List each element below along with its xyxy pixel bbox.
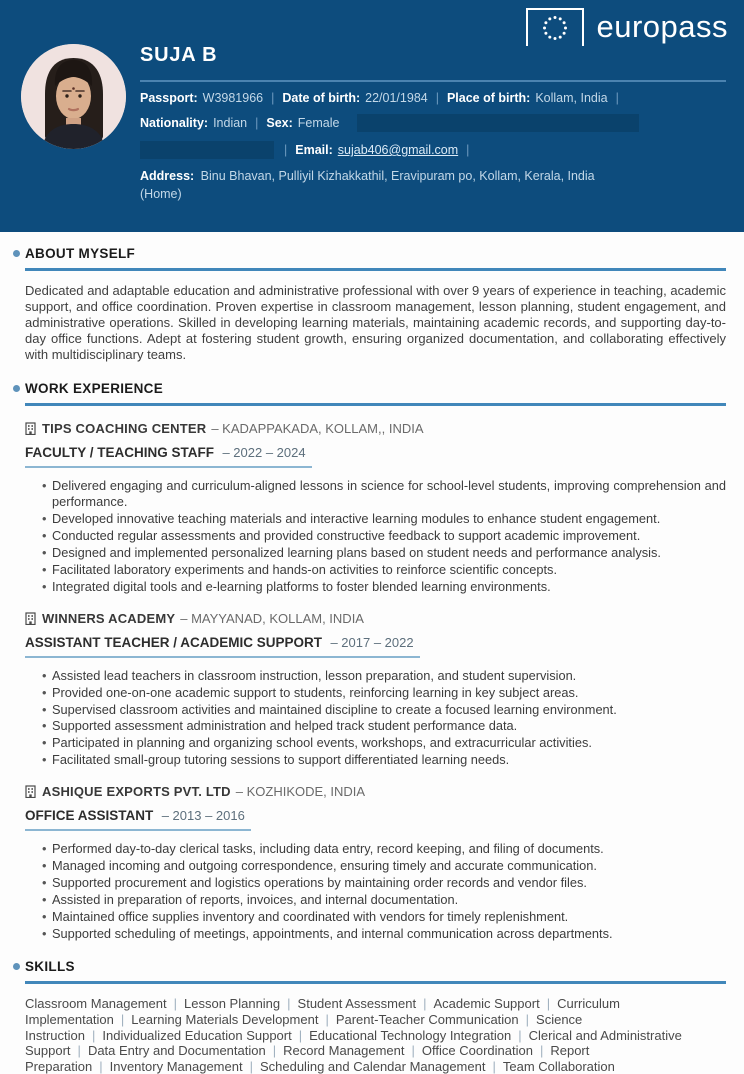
europass-logo bbox=[526, 6, 728, 48]
header-banner bbox=[0, 0, 744, 232]
job-bullet-list bbox=[25, 668, 726, 769]
skill-separator: | bbox=[298, 1027, 303, 1043]
skill-item: Record Management bbox=[283, 1043, 405, 1059]
skill-separator: | bbox=[539, 1043, 544, 1059]
skill-item: Learning Materials Development bbox=[131, 1012, 319, 1028]
skill-item: Team Collaboration bbox=[502, 1058, 615, 1074]
eu-flag-icon bbox=[526, 8, 584, 46]
skill-item: Scheduling and Calendar Management bbox=[259, 1058, 486, 1074]
portrait-image bbox=[21, 44, 126, 149]
section-title-about: ABOUT MYSELF bbox=[25, 246, 136, 261]
job-dates: – 2013 – 2016 bbox=[161, 808, 245, 824]
job-dates: – 2022 – 2024 bbox=[222, 444, 306, 460]
skill-separator: | bbox=[173, 996, 178, 1012]
redacted-contact-bar bbox=[140, 141, 274, 159]
profile-photo bbox=[21, 44, 126, 149]
job-title: FACULTY / TEACHING STAFF bbox=[25, 444, 214, 460]
job-title: OFFICE ASSISTANT bbox=[25, 808, 154, 824]
person-name: SUJA B bbox=[140, 44, 726, 82]
section-bullet-icon bbox=[13, 963, 20, 970]
skill-item: Report Preparation bbox=[25, 1043, 590, 1074]
eu-stars-icon bbox=[532, 12, 578, 44]
job-bullet-list bbox=[25, 478, 726, 596]
skill-item: Clerical and Administrative Support bbox=[25, 1027, 682, 1059]
address-label: Address: bbox=[140, 169, 195, 183]
pob-value: Kollam, India bbox=[535, 91, 608, 105]
cv-body bbox=[0, 232, 744, 1074]
company-location: – MAYYANAD, KOLLAM, INDIA bbox=[180, 610, 364, 626]
job-bullet: • Managed incoming and outgoing correspondence, ensuring timely and accurate communication. bbox=[52, 858, 726, 875]
company-row bbox=[25, 421, 726, 436]
pob-label: Place of birth: bbox=[446, 91, 531, 105]
separator: | bbox=[615, 91, 619, 105]
skill-item: Individualized Education Support bbox=[102, 1027, 292, 1043]
skill-item: Parent-Teacher Communication bbox=[335, 1012, 519, 1028]
about-text: Dedicated and adaptable education and administrative professional with over 9 years of experience in teaching, academic support, and office coordination. Proven expertise in classroom management, lesson planning, student engagement, and administrative operations. Skilled in developing learning materials, maintaining academic records, and supporting day-to-day office functions. Adept at fostering student growth, ensuring organized documentation, and collaborating effectively with multidisciplinary teams. bbox=[25, 283, 726, 363]
job-entry bbox=[25, 611, 726, 769]
section-work-header bbox=[25, 380, 726, 406]
company-name: TIPS COACHING CENTER bbox=[42, 420, 207, 436]
job-title: ASSISTANT TEACHER / ACADEMIC SUPPORT bbox=[25, 634, 323, 650]
job-bullet: • Supported scheduling of meetings, appointments, and internal communication across departments. bbox=[52, 926, 726, 943]
job-bullet: • Developed innovative teaching materials and interactive learning modules to enhance student engagement. bbox=[52, 511, 726, 528]
company-location: – KOZHIKODE, INDIA bbox=[235, 784, 366, 800]
skill-separator: | bbox=[525, 1012, 530, 1028]
address-value: Binu Bhavan, Pulliyil Kizhakkathil, Eravipuram po, Kollam, Kerala, India (Home) bbox=[140, 169, 595, 201]
section-title-work: WORK EXPERIENCE bbox=[25, 380, 164, 396]
skill-separator: | bbox=[411, 1043, 415, 1059]
redacted-phone-bar bbox=[357, 114, 639, 132]
skill-item: Educational Technology Integration bbox=[309, 1027, 512, 1043]
job-bullet: • Maintained office supplies inventory and coordinated with vendors for timely replenishment. bbox=[52, 909, 726, 926]
email-label: Email: bbox=[295, 143, 333, 157]
skill-separator: | bbox=[518, 1027, 522, 1043]
passport-value: W3981966 bbox=[202, 91, 264, 105]
separator: | bbox=[284, 143, 288, 157]
nationality-value: Indian bbox=[213, 116, 248, 130]
job-bullet: • Facilitated small-group tutoring sessions to support differentiated learning needs. bbox=[52, 752, 726, 769]
brand-wordmark: europass bbox=[596, 9, 728, 44]
job-bullet: • Provided one-on-one academic support to students, reinforcing learning in key subject areas. bbox=[52, 685, 726, 702]
title-row bbox=[25, 444, 726, 468]
company-row bbox=[25, 784, 726, 799]
passport-label: Passport: bbox=[140, 91, 198, 105]
job-entry bbox=[25, 421, 726, 596]
skill-item: Lesson Planning bbox=[184, 996, 281, 1012]
info-row-email bbox=[140, 141, 726, 159]
skill-item: Academic Support bbox=[433, 996, 540, 1012]
section-title-skills: SKILLS bbox=[25, 959, 75, 975]
section-about-header bbox=[25, 245, 726, 271]
company-location: – KADAPPAKADA, KOLLAM,, INDIA bbox=[211, 420, 424, 436]
separator: | bbox=[435, 91, 439, 105]
job-bullet-list bbox=[25, 841, 726, 942]
section-skills-header bbox=[25, 958, 726, 984]
job-bullet: • Participated in planning and organizing school events, workshops, and extracurricular activities. bbox=[52, 735, 726, 752]
title-row bbox=[25, 634, 726, 658]
job-bullet: • Integrated digital tools and e-learning platforms to foster blended learning environments. bbox=[52, 579, 726, 596]
job-bullet: • Conducted regular assessments and provided constructive feedback to support academic improvement. bbox=[52, 528, 726, 545]
building-icon bbox=[25, 785, 36, 798]
company-name: ASHIQUE EXPORTS PVT. LTD bbox=[42, 784, 231, 800]
skills-list bbox=[25, 996, 726, 1074]
email-link[interactable]: sujab406@gmail.com bbox=[337, 143, 459, 157]
job-bullet: • Assisted lead teachers in classroom instruction, lesson preparation, and student supervision. bbox=[52, 668, 726, 685]
dob-value: 22/01/1984 bbox=[365, 91, 428, 105]
job-dates: – 2017 – 2022 bbox=[330, 634, 414, 650]
job-bullet: • Facilitated laboratory experiments and hands-on activities to reinforce scientific concepts. bbox=[52, 562, 726, 579]
info-row-nationality bbox=[140, 114, 726, 132]
skill-separator: | bbox=[77, 1043, 81, 1059]
company-name: WINNERS ACADEMY bbox=[42, 610, 176, 626]
company-row bbox=[25, 611, 726, 626]
skill-item: Inventory Management bbox=[109, 1058, 243, 1074]
dob-label: Date of birth: bbox=[282, 91, 361, 105]
skill-separator: | bbox=[249, 1058, 253, 1074]
skill-item: Data Entry and Documentation bbox=[87, 1043, 266, 1059]
sex-label: Sex: bbox=[266, 116, 293, 130]
skill-separator: | bbox=[546, 996, 551, 1012]
building-icon bbox=[25, 612, 36, 625]
header-info bbox=[140, 44, 726, 203]
building-icon bbox=[25, 422, 36, 435]
skill-separator: | bbox=[272, 1043, 277, 1059]
title-row bbox=[25, 807, 726, 831]
info-row-address bbox=[140, 168, 622, 203]
separator: | bbox=[466, 143, 470, 157]
skill-separator: | bbox=[120, 1012, 125, 1028]
skill-separator: | bbox=[91, 1027, 96, 1043]
section-bullet-icon bbox=[13, 385, 20, 392]
skill-separator: | bbox=[325, 1012, 329, 1028]
separator: | bbox=[271, 91, 275, 105]
skill-item: Curriculum Implementation bbox=[25, 996, 620, 1028]
job-bullet: • Supported assessment administration and helped track student performance data. bbox=[52, 718, 726, 735]
section-bullet-icon bbox=[13, 250, 20, 257]
job-bullet: • Supported procurement and logistics operations by maintaining order records and vendor files. bbox=[52, 875, 726, 892]
job-bullet: • Assisted in preparation of reports, invoices, and internal documentation. bbox=[52, 892, 726, 909]
separator: | bbox=[255, 116, 259, 130]
job-bullet: • Supervised classroom activities and maintained discipline to create a focused learning environment. bbox=[52, 702, 726, 719]
job-bullet: • Performed day-to-day clerical tasks, including data entry, record keeping, and filing of documents. bbox=[52, 841, 726, 858]
job-bullet: • Designed and implemented personalized learning plans based on student needs and performance analysis. bbox=[52, 545, 726, 562]
skill-item: Office Coordination bbox=[421, 1043, 533, 1059]
skill-item: Classroom Management bbox=[25, 996, 167, 1012]
job-bullet: • Delivered engaging and curriculum-aligned lessons in science for school-level students, improving comprehension and performance. bbox=[52, 478, 726, 512]
job-entry bbox=[25, 784, 726, 942]
skill-item: Science Instruction bbox=[25, 1012, 583, 1043]
nationality-label: Nationality: bbox=[140, 116, 209, 130]
skill-separator: | bbox=[287, 996, 291, 1012]
sex-value: Female bbox=[297, 116, 340, 130]
skill-separator: | bbox=[99, 1058, 103, 1074]
skill-item: Student Assessment bbox=[297, 996, 417, 1012]
skill-separator: | bbox=[423, 996, 427, 1012]
skill-separator: | bbox=[492, 1058, 496, 1074]
info-row-identity bbox=[140, 91, 726, 105]
